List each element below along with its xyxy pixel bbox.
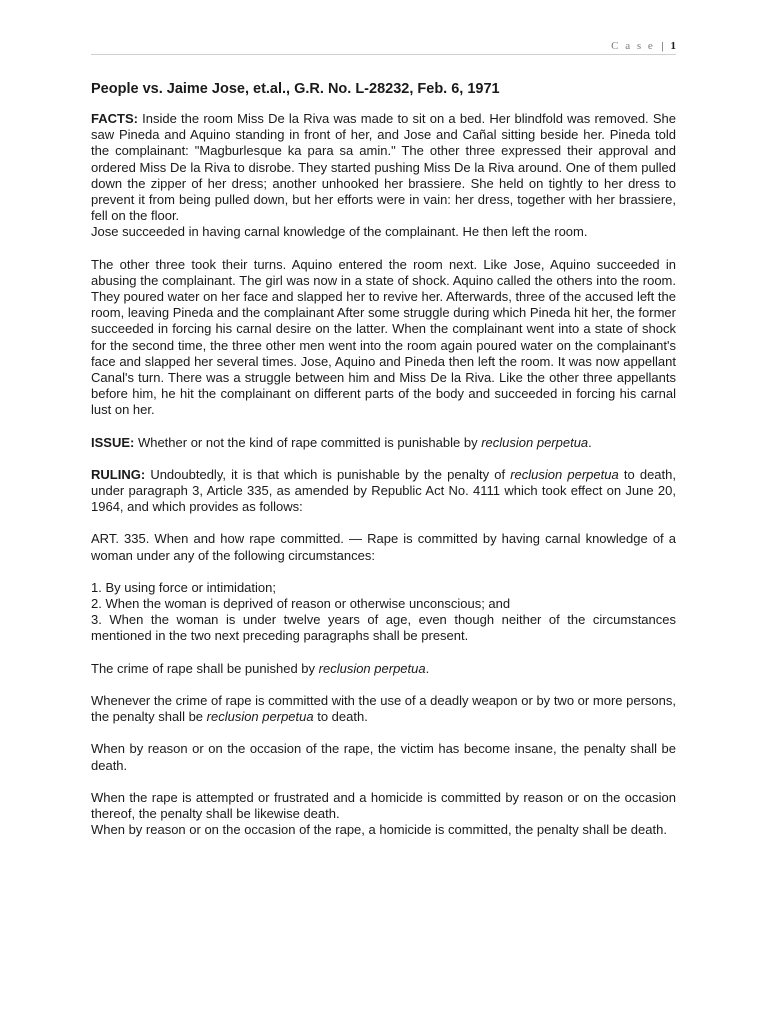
case-title: People vs. Jaime Jose, et.al., G.R. No. L-28232, Feb. 6, 1971 bbox=[91, 81, 500, 97]
issue-label: ISSUE: bbox=[91, 434, 135, 450]
weapon-text: Whenever the crime of rape is committed with the use of a deadly weapon or by two or more persons, the penalty shall be bbox=[91, 692, 676, 725]
weapon-paragraph bbox=[91, 693, 676, 725]
document-body bbox=[91, 80, 676, 838]
ruling-label: RULING: bbox=[91, 466, 146, 482]
punish-paragraph bbox=[91, 661, 676, 677]
list-item-1: 1. By using force or intimidation; bbox=[91, 579, 276, 595]
header-separator: | bbox=[661, 40, 664, 52]
ruling-paragraph bbox=[91, 467, 676, 516]
attempted-paragraph: When the rape is attempted or frustrated and a homicide is committed by reason or on the occasion thereof, the penalty shall be likewise death. bbox=[91, 789, 676, 821]
page-header bbox=[91, 40, 676, 55]
homicide-paragraph: When by reason or on the occasion of the rape, a homicide is committed, the penalty shall be death. bbox=[91, 822, 667, 838]
issue-paragraph bbox=[91, 435, 676, 451]
weapon-end: to death. bbox=[313, 709, 368, 725]
facts-label: FACTS: bbox=[91, 111, 138, 126]
list-item-2: 2. When the woman is deprived of reason or otherwise unconscious; and bbox=[91, 596, 511, 612]
turns-paragraph: The other three took their turns. Aquino entered the room next. Like Jose, Aquino succeeded in abusing the complainant. The girl was now in a state of shock. Aquino called the others into the room. They poured water on her face and slapped her to revive her. Afterwards, three of the accused left the room, leaving Pineda and the complainant After some struggle during which Pineda hit her, the former succeeded in forcing his carnal desire on the latter. When the complainant went into a state of shock for the second time, the three other men went into the room again poured water on the complainant's face and slapped her several times. Jose, Aquino and Pineda then left the room. It was now appellant Canal's turn. There was a struggle between him and Miss De la Riva. Like the other three appellants before him, he hit the complainant on different parts of the body and succeeded in forcing his carnal lust on her. bbox=[91, 256, 676, 418]
punish-end: . bbox=[425, 660, 430, 676]
punish-text: The crime of rape shall be punished by bbox=[91, 660, 319, 676]
header-label: C a s e bbox=[611, 40, 655, 52]
issue-emphasis: reclusion perpetua bbox=[481, 434, 589, 450]
facts-paragraph bbox=[91, 111, 676, 224]
weapon-emphasis: reclusion perpetua bbox=[206, 709, 314, 725]
list-item-3: 3. When the woman is under twelve years of age, even though neither of the circumstances mentioned in the two next preceding paragraphs shall be present. bbox=[91, 612, 676, 644]
insane-paragraph: When by reason or on the occasion of the rape, the victim has become insane, the penalty shall be death. bbox=[91, 741, 676, 773]
page-number: 1 bbox=[670, 40, 676, 52]
punish-emphasis: reclusion perpetua bbox=[318, 660, 426, 676]
art335-paragraph: ART. 335. When and how rape committed. — Rape is committed by having carnal knowledge of a woman under any of the following circumstances: bbox=[91, 531, 676, 563]
ruling-end: to death, under paragraph 3, Article 335, as amended by Republic Act No. 4111 which took effect on June 20, 1964, and which provides as follows: bbox=[91, 466, 676, 515]
issue-text: Whether or not the kind of rape committed is punishable by bbox=[134, 434, 482, 450]
issue-end: . bbox=[588, 434, 592, 450]
ruling-emphasis: reclusion perpetua bbox=[510, 466, 619, 482]
facts-line-2: Jose succeeded in having carnal knowledge of the complainant. He then left the room. bbox=[91, 224, 588, 240]
facts-text: Inside the room Miss De la Riva was made to sit on a bed. Her blindfold was removed. She saw Pineda and Aquino standing in front of her, and Jose and Cañal sitting beside her. Pineda told the complainant: "Magburlesque ka para sa amin." The other three expressed their approval and ordered Miss De la Riva to disrobe. They started pushing Miss De la Riva around. One of them pulled down the zipper of her dress; another unhooked her brassiere. She held on tightly to her dress to prevent it from being pulled down, but her efforts were in vain: her dress, together with her brassiere, fell on the floor. bbox=[91, 111, 676, 224]
ruling-text: Undoubtedly, it is that which is punishable by the penalty of bbox=[145, 466, 511, 482]
